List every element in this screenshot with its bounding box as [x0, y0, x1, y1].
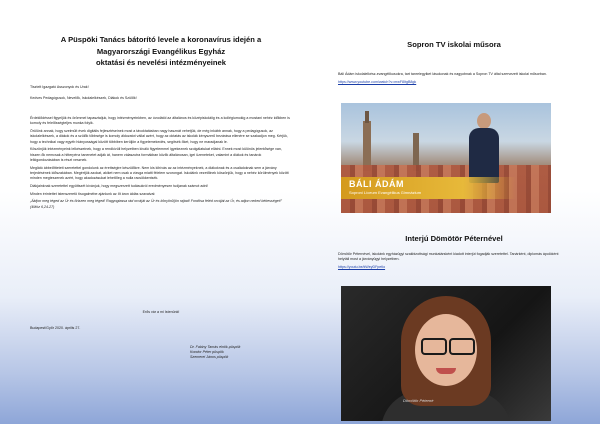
signature-1: Dr. Fabiny Tamás elnök-püspök [190, 345, 241, 349]
title-line-3: oktatási és nevelési intézményeinek [95, 58, 226, 67]
signature-block [190, 345, 320, 361]
sopron-tv-video[interactable] [341, 103, 551, 213]
speaker-figure [469, 113, 499, 183]
section2-text: Dömötör Péternével, iskolánk egyházügyi szakbizottsági munkatársként kiadott interjút fogadják szeretettel. Tanárként, diplomás ápolóként helytáll most a járványügyi helyzetben. [338, 252, 559, 262]
paragraph-3: Köszönjük intézményeink lelkészeinek, hogy a rendkívüli helyzetben kiváló figyelemmel igyekeznek szolgálatukat ellátni. Ennek most különös jelentősége van, hiszen ők nemcsak a hitterpénz tanenetet adják át, hanem válaszutra formákban közlik általánosan, igei üzeneteket, valamint a diákok és tanárok lelkigondozásában is részt vesznek. [30, 147, 282, 162]
glasses-icon [419, 338, 475, 352]
place-date: Budapest/Győr 2020. április 27. [30, 325, 81, 330]
section1-link[interactable]: https://www.youtube.com/watch?v=mwF8ItgB8gk [338, 80, 417, 85]
salutation-1: Tisztelt Igazgató Asszonyok és Urak! [30, 84, 89, 89]
video-name-label: BÁLI ÁDÁM [349, 179, 404, 189]
section2-link[interactable]: https://youtu.be/kWeyDFpetlo [338, 265, 386, 270]
interview-section [338, 234, 570, 270]
section1-title: Sopron TV iskolai műsora [407, 40, 501, 49]
title-line-1: A Püspöki Tanács bátorító levele a koronavírus idején a [60, 35, 262, 44]
closing-block [30, 310, 292, 334]
section1-text: Báli Ádám iskolalelkész-evangélikusokra, tart tanrelegyiket lásukonak és nagyobnak a Sopron TV által szervezett iskolai műsorban. [338, 72, 547, 76]
title-line-2: Magyarországi Evangélikus Egyház [96, 46, 226, 56]
media-column [338, 40, 570, 85]
interview-video[interactable] [341, 286, 551, 421]
bible-quote: „Áldjon meg téged az Úr és őrizzen meg téged! Ragyogtassa rád orcáját az Úr és könyörüljön rajtad! Fordítsa feléd orcáját az Úr, és adjon neked békességet!” (4Móz 6,24-27) [30, 199, 282, 209]
paragraph-6: Minden érintettet istenszeretö tisogalmébe ajánlunk az őt áron áldás szavaival: [30, 191, 156, 196]
church-tower [363, 121, 371, 171]
video-role-label: Soproni Líceum Evangélikus Gimnázium [349, 190, 422, 195]
tower-spire [365, 111, 369, 123]
paragraph-1: Érdeklődéssel figyeljük és örömmel tapasztaljuk, hogy intézményeinkben, az óvodától az általános és középiskoláiig és a kollégiumokig a mostani nehéz időkben is komoly és felelősségteljes munka folyik. [30, 116, 290, 126]
paragraph-5: Diákjainknak szeretettel együttszét kívánjuk, hogy megszerzett tudásukról eredményesen tudjanak számot adni! [30, 183, 209, 188]
paragraph-2: Örülünk annak, hogy szelmült évek digitális fejlesztéseinek most a távoktatásban nagy hasznát vehetjük, de még inkább annak, hogy a pedagógusok, az iskolalelkészek, a diákok és a szülők többsége is komoly áldozatot vállal azért, hogy az oktatás az iskolák kényszerű bezárása ellenére se szakadjon meg. Kérjük, hogy a technikai vagy egyéb hiányosságai között többiben kerüljön a figyelemekedés, segítsék őket, hogy ne maradjanak le. [30, 129, 288, 144]
salutation-2: Kedves Pedagógusok, Nevelők, Iskolalelkészek, Diákok és Szülők! [30, 96, 137, 101]
closing-line: Erős vár a mi Istenünk! [142, 310, 180, 314]
video-lower-third [341, 177, 516, 199]
paragraph-4: Meglátó ábbelőttetett szeretettel gondolunk az érettségire készülőkre. Nem kis kihívás az az intézményeknek, a diákoknak és a családoknak sem a járvány terjedésének időszakában. Megértjük azokat, akiket nem csak a vizsga miatti félelem szorongat. Iskoláink vezetőinek köszönjük, hogy a nehéz körülmények között minden megteszenek azért, hogy akadozásukat lehetőleg a nulla racsökkentsék. [30, 165, 289, 180]
section2-title: Interjú Dömötör Péternével [405, 234, 503, 243]
signature-3: Szemerei János püspök [190, 355, 229, 360]
interview-caption: Dömötör Péterné [403, 398, 434, 403]
interviewee-mouth [436, 368, 456, 374]
signature-2: Kondor Péter püspök [190, 350, 224, 355]
